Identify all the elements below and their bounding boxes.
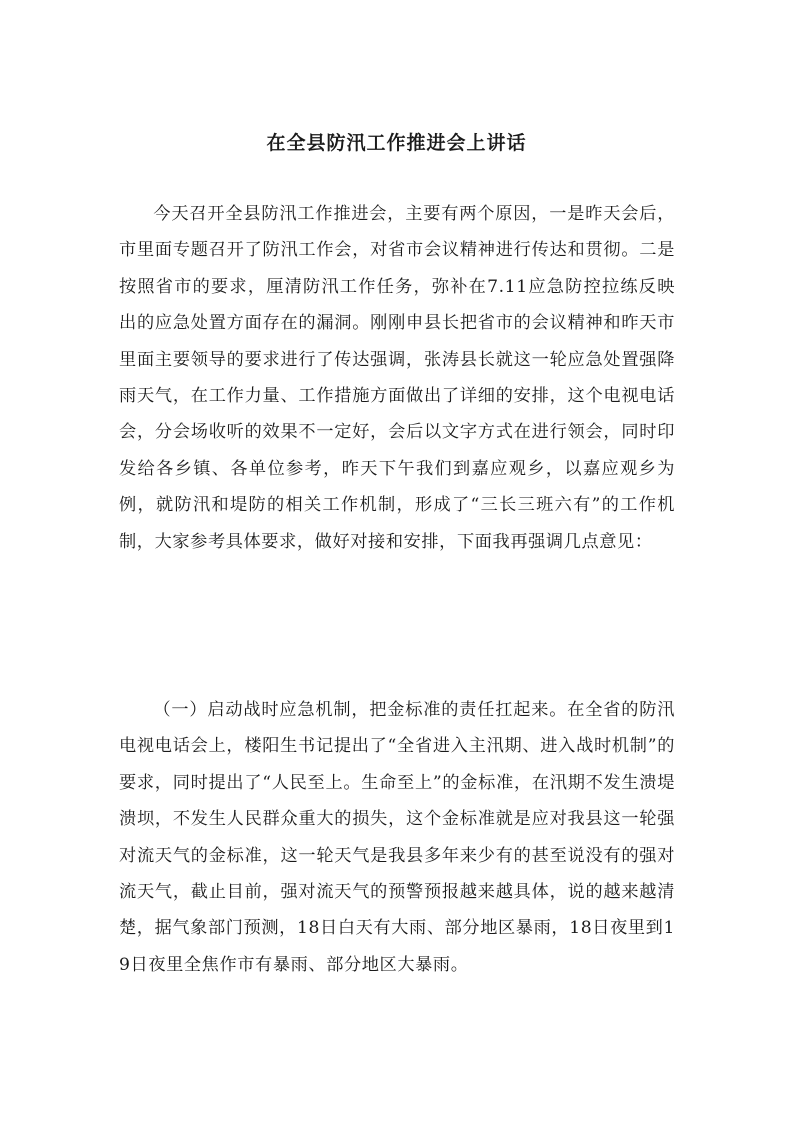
paragraph-section-1: （一）启动战时应急机制，把金标准的责任扛起来。在全省的防汛电视电话会上，楼阳生书记提出了“全省进入主汛期、进入战时机制”的要求，同时提出了“人民至上。生命至上”的金标准，在汛期不发生溃堤溃坝，不发生人民群众重大的损失，这个金标准就是应对我县这一轮强对流天气的金标准，这一轮天气是我县多年来少有的甚至说没有的强对流天气，截止目前，强对流天气的预警预报越来越具体，说的越来越清楚，据气象部门预测，18日白天有大雨、部分地区暴雨，18日夜里到19日夜里全焦作市有暴雨、部分地区大暴雨。	[119, 700, 675, 975]
document-title: 在全县防汛工作推进会上讲话	[266, 132, 527, 154]
paragraph-intro: 今天召开全县防汛工作推进会，主要有两个原因，一是昨天会后，市里面专题召开了防汛工作会，对省市会议精神进行传达和贯彻。二是按照省市的要求，厘清防汛工作任务，弥补在7.11应急防控拉练反映出的应急处置方面存在的漏洞。刚刚申县长把省市的会议精神和昨天市里面主要领导的要求进行了传达强调，张涛县长就这一轮应急处置强降雨天气，在工作力量、工作措施方面做出了详细的安排，这个电视电话会，分会场收听的效果不一定好，会后以文字方式在进行领会，同时印发给各乡镇、各单位参考，昨天下午我们到嘉应观乡，以嘉应观乡为例，就防汛和堤防的相关工作机制，形成了“三长三班六有”的工作机制，大家参考具体要求，做好对接和安排，下面我再强调几点意见：	[119, 204, 675, 552]
